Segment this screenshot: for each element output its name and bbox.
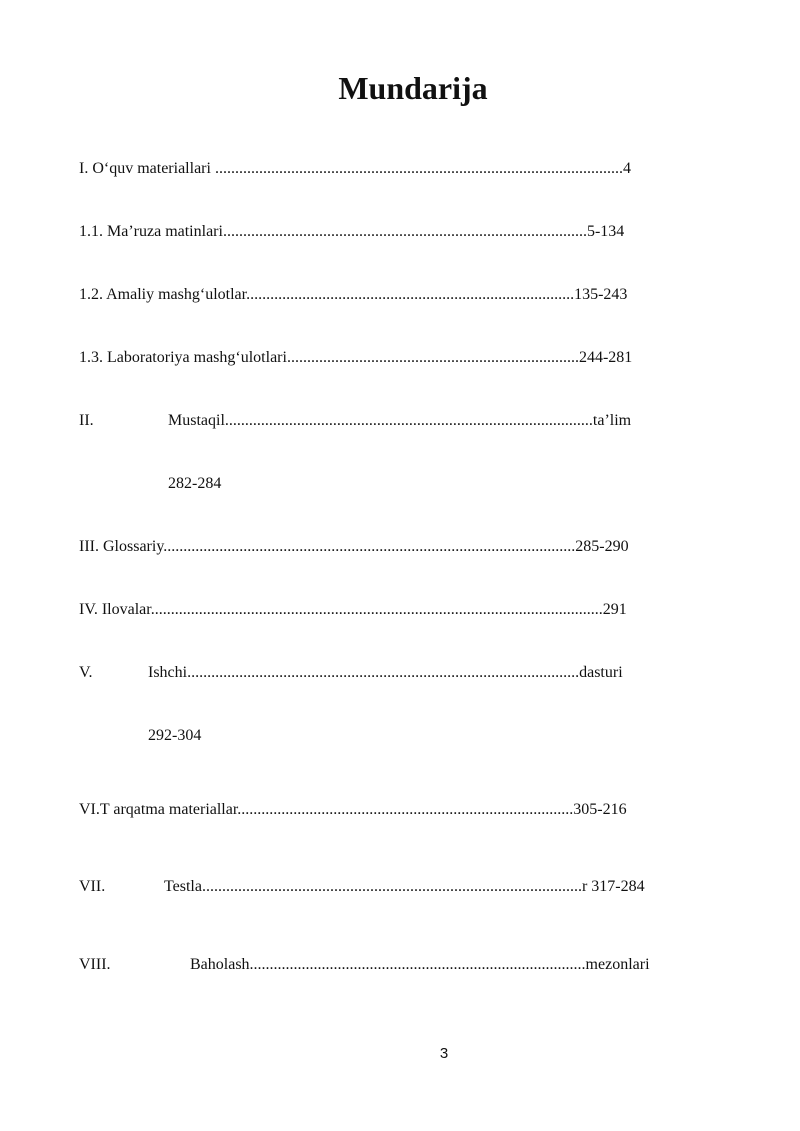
toc-entry-ishchi-number: V. (79, 664, 93, 681)
page-title: Mundarija (338, 70, 488, 106)
page-number: 3 (439, 1045, 449, 1062)
toc-entry-maruza-matinlari: 1.1. Ma’ruza matinlari...........................................................................................5-134 (79, 223, 625, 240)
toc-entry-ishchi-label: Ishchi..................................................................................................dasturi (148, 664, 623, 681)
toc-entry-tarqatma: VI.T arqatma materiallar....................................................................................305-216 (79, 801, 627, 818)
toc-entry-laboratoriya: 1.3. Laboratoriya mashg‘ulotlari.........................................................................244-281 (79, 349, 633, 366)
toc-entry-oquv-materiallari: I. O‘quv materiallari ......................................................................................................4 (79, 160, 631, 177)
toc-entry-baholash-number: VIII. (79, 956, 111, 973)
toc-entry-mustaqil-label: Mustaqil............................................................................................ta’lim (168, 412, 632, 429)
toc-entry-amaliy-mashgulotlar: 1.2. Amaliy mashg‘ulotlar..................................................................................135-243 (79, 286, 628, 303)
toc-entry-ishchi-pages: 292-304 (148, 727, 202, 744)
toc-entry-mustaqil-number: II. (79, 412, 94, 429)
toc-entry-testlar-number: VII. (79, 878, 106, 895)
toc-entry-testlar-label: Testla...............................................................................................r 317-284 (164, 878, 645, 895)
toc-entry-mustaqil-pages: 282-284 (168, 475, 222, 492)
toc-entry-glossariy: III. Glossariy.......................................................................................................285-290 (79, 538, 629, 555)
toc-entry-ilovalar: IV. Ilovalar.................................................................................................................291 (79, 601, 627, 618)
toc-entry-baholash-label: Baholash....................................................................................mezonlari (190, 956, 650, 973)
